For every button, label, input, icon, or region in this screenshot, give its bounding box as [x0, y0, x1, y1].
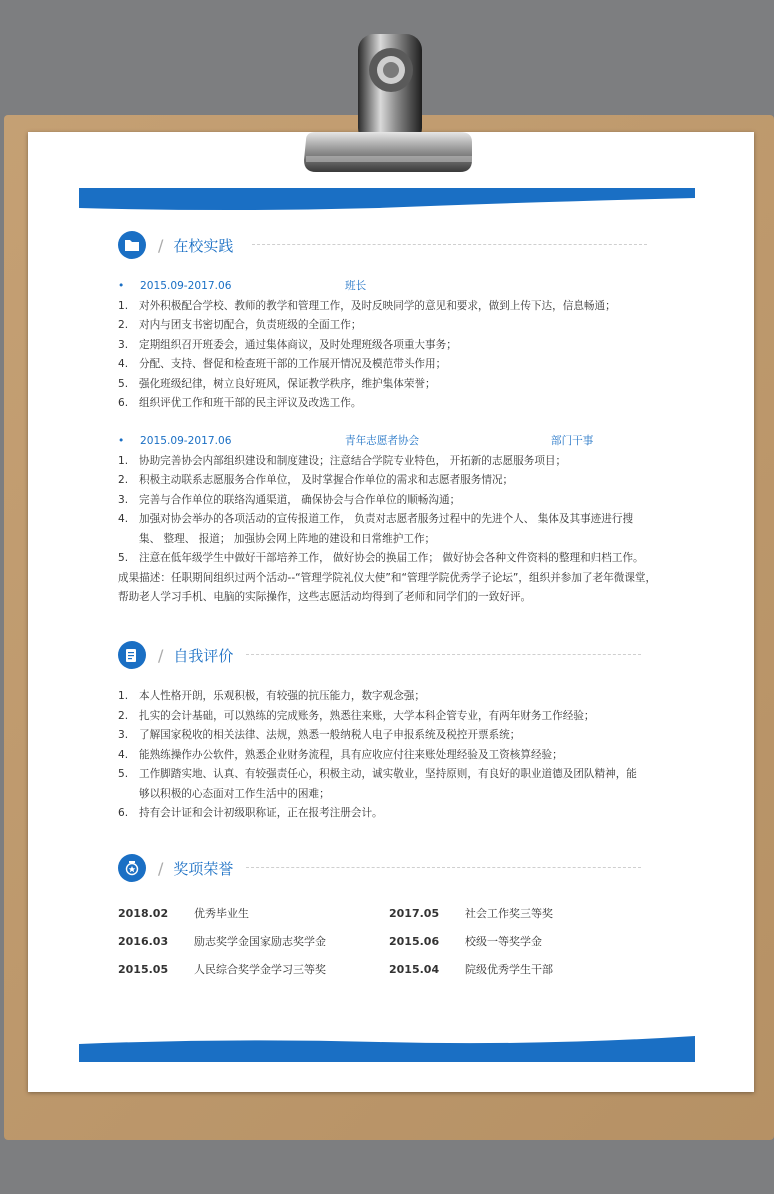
award-year: 2017.05: [389, 907, 440, 920]
document-edit-icon: [118, 641, 146, 669]
entry-header: [118, 432, 658, 452]
awards-table: [118, 905, 588, 989]
award-name: 院级优秀学生干部: [465, 963, 553, 976]
table-row: [118, 933, 588, 961]
binder-clip-icon: [296, 28, 480, 178]
folder-icon: [118, 231, 146, 259]
section-title-awards: 奖项荣誉: [173, 859, 234, 878]
list-item: 1. 本人性格开朗，乐观积极，有较强的抗压能力，数字观念强；: [118, 690, 426, 702]
list-item: 6. 组织评优工作和班干部的民主评议及改选工作。: [118, 397, 362, 409]
section-header-self-eval: [118, 640, 233, 670]
bottom-wave-band: [79, 1034, 695, 1062]
list-item: 4. 能熟练操作办公软件，熟悉企业财务流程，具有应收应付往来账处理经验及工资核算经验；: [118, 748, 563, 761]
self-eval-list: [118, 687, 658, 824]
list-item: 1. 对外积极配合学校、教师的教学和管理工作，及时反映同学的意见和要求，做到上传下达，信息畅通；: [118, 299, 616, 312]
section-header-awards: [118, 853, 233, 883]
list-item: 2. 扎实的会计基础，可以熟练的完成账务，熟悉往来账，大学本科企管专业，有两年财务工作经验；: [118, 709, 595, 722]
list-item: 3. 定期组织召开班委会，通过集体商议，及时处理班级各项重大事务；: [118, 338, 457, 351]
award-year: 2018.02: [118, 907, 169, 920]
list-item: 4. 加强对协会举办的各项活动的宣传报道工作， 负责对志愿者服务过程中的先进个人、 集体及其事迹进行搜: [118, 513, 634, 525]
practice-entry-1: [118, 277, 658, 414]
result-description: 成果描述：任职期间组织过两个活动--“管理学院礼仪大使”和“管理学院优秀学子论坛”，组织并参加了老年微课堂，帮助老人学习手机、电脑的实际操作，这些志愿活动均得到了老师和同学们的一致好评。: [118, 571, 657, 603]
list-item: 3. 完善与合作单位的联络沟通渠道， 确保协会与合作单位的顺畅沟通；: [118, 493, 461, 506]
list-item: 2. 对内与团支书密切配合，负责班级的全面工作；: [118, 319, 362, 331]
section-header-practice: [118, 230, 233, 260]
entry-date: 2015.09-2017.06: [140, 435, 232, 447]
award-year: 2015.04: [389, 963, 440, 976]
title-slash: /: [158, 858, 164, 878]
award-name: 励志奖学金国家励志奖学金: [194, 935, 326, 948]
award-name: 校级一等奖学金: [465, 935, 542, 948]
award-name: 优秀毕业生: [194, 907, 249, 920]
award-year: 2016.03: [118, 935, 169, 948]
table-row: [118, 961, 588, 989]
section-title-self-eval: 自我评价: [173, 646, 234, 665]
bullet-icon: •: [118, 435, 125, 447]
award-year: 2015.05: [118, 963, 169, 976]
section-divider: [252, 244, 647, 245]
list-item: 集、 整理、 报道； 加强协会网上阵地的建设和日常维护工作；: [139, 532, 436, 545]
section-divider: [246, 867, 641, 868]
list-item: 2. 积极主动联系志愿服务合作单位， 及时掌握合作单位的需求和志愿者服务情况；: [118, 474, 514, 486]
entry-role: 班长: [345, 280, 367, 292]
section-divider: [246, 654, 641, 655]
award-year: 2015.06: [389, 935, 440, 948]
list-item: 1. 协助完善协会内部组织建设和制度建设；注意结合学院专业特色， 开拓新的志愿服务项目；: [118, 454, 567, 467]
list-item: 5. 工作脚踏实地、认真、有较强责任心，积极主动，诚实敬业，坚持原则，有良好的职业道德及团队精神，能: [118, 768, 637, 780]
top-wave-band: [79, 188, 695, 212]
list-item: 3. 了解国家税收的相关法律、法规，熟悉一般纳税人电子申报系统及税控开票系统；: [118, 729, 521, 741]
title-slash: /: [158, 235, 164, 255]
table-row: [118, 905, 588, 933]
entry-header: [118, 277, 658, 297]
list-item: 5. 强化班级纪律，树立良好班风，保证教学秩序，维护集体荣誉；: [118, 377, 436, 390]
medal-icon: [118, 854, 146, 882]
list-item: 够以积极的心态面对工作生活中的困难；: [139, 787, 330, 800]
title-slash: /: [158, 645, 164, 665]
entry-role: 部门干事: [551, 435, 594, 447]
practice-entry-2: [118, 432, 658, 608]
award-name: 社会工作奖三等奖: [465, 907, 553, 920]
bullet-icon: •: [118, 280, 125, 292]
award-name: 人民综合奖学金学习三等奖: [194, 963, 326, 976]
list-item: 4. 分配、支持、督促和检查班干部的工作展开情况及模范带头作用；: [118, 358, 447, 370]
entry-org: 青年志愿者协会: [345, 435, 420, 447]
entry-date: 2015.09-2017.06: [140, 280, 232, 292]
list-item: 6. 持有会计证和会计初级职称证，正在报考注册会计。: [118, 807, 383, 819]
section-title-practice: 在校实践: [173, 236, 234, 255]
list-item: 5. 注意在低年级学生中做好干部培养工作， 做好协会的换届工作； 做好协会各种文件资料的整理和归档工作。: [118, 552, 644, 564]
